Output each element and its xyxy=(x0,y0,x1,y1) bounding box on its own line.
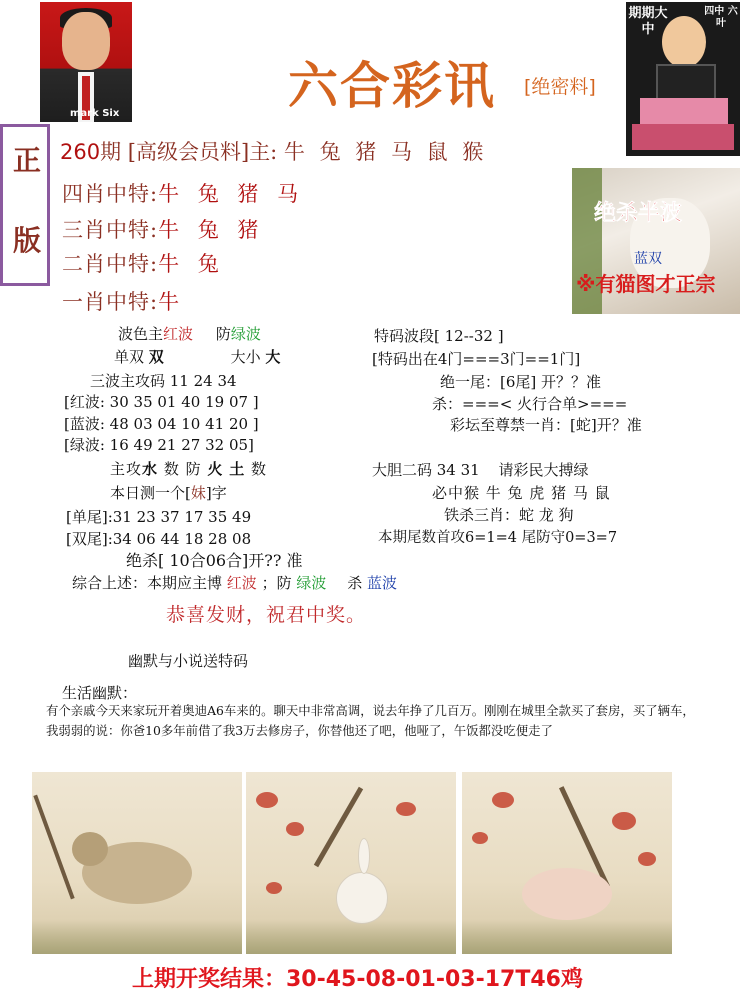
wave-main-value: 红波 xyxy=(163,325,194,343)
pick-three xyxy=(62,214,264,244)
kill-element-row: 杀：===< 火行合单>=== xyxy=(432,395,628,413)
wave-guard-label: 防 xyxy=(215,325,231,343)
tail-guard-row: 本期尾数首攻6=1=4 尾防守0=3=7 xyxy=(378,530,618,546)
element-fire: 火 xyxy=(207,460,224,478)
last-draw-result: 上期开奖结果：30-45-08-01-03-17T46鸡 xyxy=(132,967,583,992)
odd-even-row xyxy=(114,346,280,367)
element-number-2: 数 xyxy=(251,460,268,478)
pick-four-value: 牛 兔 猪 马 xyxy=(158,182,305,206)
must-win-row: 必中猴 牛 兔 虎 猪 马 鼠 xyxy=(432,484,611,502)
mark-six-logo: mark Six xyxy=(70,108,120,119)
summary-kill: 杀 xyxy=(347,574,363,592)
pick-four xyxy=(62,178,304,208)
bold-two-row xyxy=(372,459,589,480)
summary-pre: 综合上述：本期应主博 xyxy=(72,574,223,592)
odd-even-label: 单双 xyxy=(114,348,145,366)
daily-char-post: ]字 xyxy=(205,484,227,502)
special-gate-row: [特码出在4门===3门==1门] xyxy=(372,350,581,368)
cat-photo-note: ※有猫图才正宗 xyxy=(576,272,716,296)
bold-two-note: 请彩民大搏绿 xyxy=(498,461,589,479)
forbidden-row: 彩坛至尊禁一肖：[蛇]开？准 xyxy=(450,416,642,434)
three-wave-row: 三波主攻码 11 24 34 xyxy=(90,372,237,390)
even-tail-row: [双尾]:34 06 44 18 28 08 xyxy=(66,530,252,548)
issue-line xyxy=(60,136,487,166)
element-label: 主攻 xyxy=(110,460,143,478)
summary-row xyxy=(72,572,397,593)
summary-mid: ；防 xyxy=(261,574,292,592)
daily-char-row xyxy=(110,482,227,503)
issue-zodiacs: 牛 兔 猪 马 鼠 猴 xyxy=(283,140,488,164)
element-guard: 防 xyxy=(185,460,202,478)
right-photo-tag-right: 四中 六叶 xyxy=(704,6,738,29)
page-title: 六合彩讯 xyxy=(288,57,496,115)
pick-one-value: 牛 xyxy=(158,290,186,314)
kill-tail-row: 绝一尾：[6尾] 开？？准 xyxy=(440,373,602,391)
humor-section-title: 幽默与小说送特码 xyxy=(128,652,249,670)
pick-two-label: 二肖中特: xyxy=(62,252,159,276)
life-humor-title: 生活幽默： xyxy=(62,684,138,702)
pig-painting xyxy=(462,772,672,954)
humor-story: 有个亲戚今天来家玩开着奥迪A6车来的。聊天中非常高调，说去年挣了几百万。刚刚在城里全款买了套房，买了辆车，我弱弱的说：你爸10多年前借了我3万去修房子，你替他还了吧，他哑了，午饭都没吃便走了 xyxy=(46,703,695,738)
cat-photo-title: 绝杀半波 xyxy=(594,201,683,226)
wave-main-label: 波色主 xyxy=(118,325,164,343)
blue-wave-row: [蓝波: 48 03 04 10 41 20 ] xyxy=(64,415,259,433)
pick-one-label: 一肖中特: xyxy=(62,290,159,314)
cartoon-altar-image xyxy=(626,2,740,156)
genuine-badge-bottom: 版 xyxy=(13,224,42,257)
issue-label: 期 [高级会员料]主: xyxy=(100,140,278,164)
rabbit-painting xyxy=(246,772,456,954)
ox-painting xyxy=(32,772,242,954)
element-row xyxy=(110,458,267,479)
daily-char: 妹 xyxy=(190,484,206,502)
kill-combo-row: 绝杀[ 10合06合]开?? 准 xyxy=(126,551,303,570)
odd-even-value: 双 xyxy=(148,348,164,366)
size-value: 大 xyxy=(265,348,281,366)
element-water: 水 xyxy=(142,460,159,478)
summary-blue: 蓝波 xyxy=(366,574,397,592)
cat-photo-hint: 蓝双 xyxy=(634,251,662,267)
iron-kill-row: 铁杀三肖：蛇 龙 狗 xyxy=(444,506,574,524)
pick-two-value: 牛 兔 xyxy=(158,252,225,276)
genuine-badge-top: 正 xyxy=(13,144,42,177)
odd-tail-row: [单尾]:31 23 37 17 35 49 xyxy=(66,508,252,526)
wave-main-row xyxy=(118,323,261,344)
pick-three-value: 牛 兔 猪 xyxy=(158,218,265,242)
congrats-text: 恭喜发财，祝君中奖。 xyxy=(166,604,367,626)
pick-two xyxy=(62,248,225,278)
host-portrait-photo xyxy=(40,2,132,122)
pick-three-label: 三肖中特: xyxy=(62,218,159,242)
element-number-1: 数 xyxy=(163,460,180,478)
pick-one xyxy=(62,286,185,316)
summary-green: 绿波 xyxy=(296,574,327,592)
genuine-badge xyxy=(0,124,50,286)
special-range-row: 特码波段[ 12--32 ] xyxy=(374,327,504,345)
bold-two-codes: 大胆二码 34 31 xyxy=(372,461,480,479)
cat-photo xyxy=(572,168,740,314)
daily-char-pre: 本日测一个[ xyxy=(110,484,191,502)
right-photo-tag-left: 期期大中 xyxy=(628,6,668,37)
pick-four-label: 四肖中特: xyxy=(62,182,159,206)
summary-red: 红波 xyxy=(226,574,257,592)
element-earth: 土 xyxy=(229,460,246,478)
size-label: 大小 xyxy=(230,348,261,366)
issue-number: 260 xyxy=(60,140,101,164)
page-subtitle: [绝密料] xyxy=(524,76,596,98)
red-wave-row: [红波: 30 35 01 40 19 07 ] xyxy=(64,393,259,411)
wave-guard-value: 绿波 xyxy=(230,325,261,343)
green-wave-row: [绿波: 16 49 21 27 32 05] xyxy=(64,436,254,454)
